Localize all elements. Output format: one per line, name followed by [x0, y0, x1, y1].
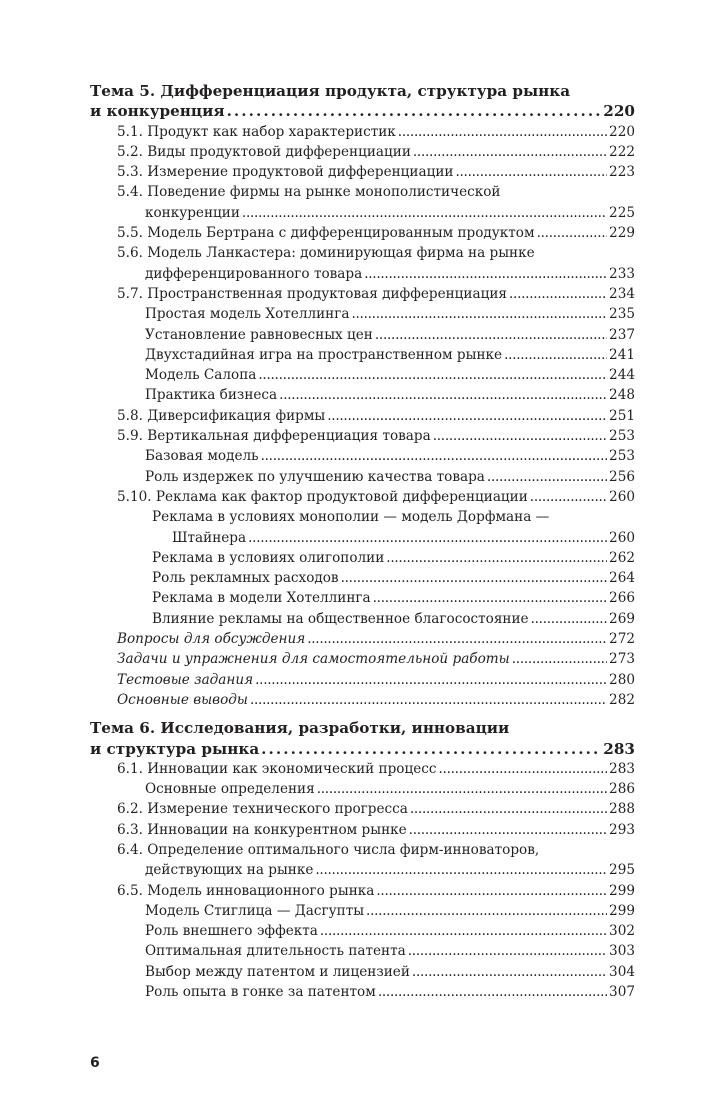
entry-line [90, 629, 635, 649]
entry-title: 5.5. Модель Бертрана с дифференцированным продуктом [117, 225, 535, 242]
entry-title: Основные выводы [117, 691, 248, 708]
entry-page: 304 [609, 963, 635, 980]
entry-title: Роль внешнего эффекта [145, 923, 318, 940]
entry-line [90, 101, 635, 121]
entry-page: 266 [609, 590, 635, 607]
entry-title: 6.1. Инновации как экономический процесс [117, 760, 437, 777]
entry-line [90, 203, 635, 223]
entry-page: 223 [609, 164, 635, 181]
toc-entry[interactable] [90, 799, 635, 819]
toc-entry[interactable] [90, 426, 635, 446]
entry-line [90, 881, 635, 901]
dot-leader [373, 588, 607, 608]
dot-leader [375, 325, 607, 345]
entry-line [90, 122, 635, 142]
toc-entry[interactable] [90, 921, 635, 941]
dot-leader [455, 162, 607, 182]
entry-page: 220 [609, 123, 635, 140]
entry-title: Базовая модель [145, 448, 259, 465]
entry-line [90, 921, 635, 941]
entry-line [90, 941, 635, 961]
entry-title: 5.9. Вертикальная дифференциация товара [117, 428, 431, 445]
toc-entry[interactable] [90, 122, 635, 142]
entry-page: 225 [609, 204, 635, 221]
entry-page: 251 [609, 407, 635, 424]
entry-page: 272 [609, 631, 635, 648]
entry-line [90, 982, 635, 1002]
dot-leader [433, 426, 607, 446]
toc-entry[interactable] [90, 941, 635, 961]
dot-leader [537, 223, 607, 243]
toc-entry[interactable] [90, 820, 635, 840]
entry-page: 302 [609, 923, 635, 940]
entry-title: Реклама в условиях монополии — модель Дорфмана — [152, 509, 550, 526]
entry-title: 5.2. Виды продуктовой дифференциации [117, 143, 411, 160]
entry-title: 6.5. Модель инновационного рынка [117, 882, 375, 899]
dot-leader [412, 962, 607, 982]
dot-leader [386, 548, 607, 568]
dot-leader [317, 779, 607, 799]
entry-title: 6.3. Инновации на конкурентном рынке [117, 821, 407, 838]
entry-page: 241 [609, 346, 635, 363]
entry-title: Роль издержек по улучшению качества товара [145, 468, 485, 485]
dot-leader [255, 670, 607, 690]
entry-line [90, 162, 635, 182]
entry-title: Модель Салопа [145, 367, 257, 384]
entry-title: 5.7. Пространственная продуктовая дифференциация [117, 285, 507, 302]
entry-title: действующих на рынке [145, 862, 314, 879]
entry-title: конкуренции [145, 204, 240, 221]
dot-leader [261, 739, 601, 759]
toc-entry[interactable] [90, 223, 635, 243]
entry-title: Вопросы для обсуждения [117, 631, 306, 648]
entry-page: 253 [609, 428, 635, 445]
toc-entry[interactable] [90, 243, 635, 284]
entry-line [90, 142, 635, 162]
entry-line [90, 901, 635, 921]
entry-page: 264 [609, 570, 635, 587]
page-number: 6 [90, 1055, 100, 1071]
toc-entry[interactable] [90, 609, 635, 629]
entry-line [90, 779, 635, 799]
entry-line [90, 759, 635, 779]
entry-line [90, 609, 635, 629]
toc-entry[interactable] [90, 182, 635, 223]
toc-entry[interactable] [90, 345, 635, 365]
dot-leader [504, 345, 607, 365]
toc-entry[interactable] [90, 629, 635, 649]
chapter-title: Тема 6. Исследования, разработки, инновации [90, 719, 510, 738]
entry-page: 237 [609, 326, 635, 343]
entry-line [90, 264, 635, 284]
chapter-page: 220 [603, 102, 635, 121]
dot-leader [279, 385, 607, 405]
toc-entry[interactable] [90, 162, 635, 182]
toc-entry[interactable] [90, 284, 635, 304]
entry-page: 283 [609, 760, 635, 777]
entry-page: 235 [609, 306, 635, 323]
dot-leader [512, 649, 607, 669]
entry-page: 260 [609, 488, 635, 505]
entry-title: Влияние рекламы на общественное благосостояние [152, 610, 529, 627]
entry-title: Реклама в условиях олигополии [152, 549, 385, 566]
entry-line [90, 365, 635, 385]
entry-line [90, 81, 635, 101]
toc-section [90, 718, 635, 1002]
entry-line [90, 690, 635, 710]
entry-line [90, 243, 635, 263]
entry-line [90, 325, 635, 345]
entry-title: 5.8. Диверсификация фирмы [117, 407, 326, 424]
entry-line [90, 718, 635, 738]
dot-leader [439, 759, 608, 779]
toc-entry[interactable] [90, 487, 635, 507]
toc-entry[interactable] [90, 325, 635, 345]
entry-line [90, 820, 635, 840]
entry-title: Установление равновесных цен [145, 326, 373, 343]
toc-entry[interactable] [90, 365, 635, 385]
toc-entry[interactable] [90, 142, 635, 162]
entry-line [90, 548, 635, 568]
entry-page: 303 [609, 943, 635, 960]
entry-line [90, 385, 635, 405]
table-of-contents [90, 81, 635, 1010]
entry-line [90, 345, 635, 365]
toc-entry[interactable] [90, 467, 635, 487]
dot-leader [341, 568, 607, 588]
toc-entry[interactable] [90, 779, 635, 799]
dot-leader [242, 203, 607, 223]
entry-page: 282 [609, 691, 635, 708]
entry-title: Выбор между патентом и лицензией [145, 963, 410, 980]
dot-leader [408, 941, 607, 961]
toc-entry[interactable] [90, 881, 635, 901]
entry-title: 5.3. Измерение продуктовой дифференциации [117, 164, 454, 181]
entry-line [90, 670, 635, 690]
dot-leader [327, 406, 607, 426]
entry-page: 307 [609, 984, 635, 1001]
entry-line [90, 446, 635, 466]
entry-page: 234 [609, 285, 635, 302]
dot-leader [409, 820, 607, 840]
entry-line [90, 588, 635, 608]
dot-leader [250, 690, 607, 710]
entry-line [90, 739, 635, 759]
dot-leader [366, 901, 607, 921]
entry-page: 273 [609, 651, 635, 668]
entry-line [90, 284, 635, 304]
entry-line [90, 406, 635, 426]
entry-line [90, 467, 635, 487]
chapter-title: и конкуренция [90, 102, 225, 121]
entry-line [90, 799, 635, 819]
entry-title: Двухстадийная игра на пространственном рынке [145, 346, 503, 363]
entry-title: 5.10. Реклама как фактор продуктовой дифференциации [117, 488, 528, 505]
toc-entry[interactable] [90, 670, 635, 690]
entry-title: Роль рекламных расходов [152, 570, 339, 587]
entry-line [90, 649, 635, 669]
chapter-title: и структура рынка [90, 739, 260, 758]
dot-leader [364, 264, 607, 284]
entry-page: 286 [609, 781, 635, 798]
entry-line [90, 528, 635, 548]
dot-leader [413, 142, 607, 162]
entry-page: 260 [609, 529, 635, 546]
toc-entry[interactable] [90, 759, 635, 779]
toc-entry[interactable] [90, 304, 635, 324]
dot-leader [487, 467, 607, 487]
entry-title: 5.4. Поведение фирмы на рынке монополистической [117, 184, 501, 201]
entry-line [90, 304, 635, 324]
chapter-page: 283 [603, 739, 635, 758]
entry-line [90, 840, 635, 860]
dot-leader [320, 921, 607, 941]
entry-title: дифференцированного товара [145, 265, 363, 282]
toc-section [90, 81, 635, 710]
chapter-title: Тема 5. Дифференциация продукта, структура рынка [90, 82, 571, 100]
entry-page: 293 [609, 821, 635, 838]
toc-entry[interactable] [90, 446, 635, 466]
toc-entry[interactable] [90, 406, 635, 426]
dot-leader [531, 609, 607, 629]
entry-page: 248 [609, 387, 635, 404]
entry-line [90, 426, 635, 446]
entry-page: 253 [609, 448, 635, 465]
entry-page: 299 [609, 882, 635, 899]
toc-entry[interactable] [90, 962, 635, 982]
dot-leader [530, 487, 607, 507]
entry-title: 6.2. Измерение технического прогресса [117, 801, 408, 818]
dot-leader [398, 122, 607, 142]
toc-entry[interactable] [90, 840, 635, 881]
entry-page: 229 [609, 225, 635, 242]
entry-title: Тестовые задания [117, 671, 254, 688]
dot-leader [509, 284, 607, 304]
entry-page: 288 [609, 801, 635, 818]
entry-page: 262 [609, 549, 635, 566]
entry-title: 5.6. Модель Ланкастера: доминирующая фирма на рынке [117, 245, 535, 262]
toc-entry[interactable] [90, 385, 635, 405]
entry-title: Модель Стиглица — Дасгупты [145, 902, 365, 919]
toc-entry[interactable] [90, 982, 635, 1002]
entry-page: 222 [609, 143, 635, 160]
toc-entry[interactable] [90, 901, 635, 921]
entry-line [90, 487, 635, 507]
dot-leader [315, 860, 607, 880]
entry-page: 269 [609, 610, 635, 627]
toc-entry[interactable] [90, 548, 635, 568]
entry-page: 233 [609, 265, 635, 282]
dot-leader [258, 365, 607, 385]
entry-title: 5.1. Продукт как набор характеристик [117, 123, 396, 140]
dot-leader [410, 799, 607, 819]
entry-title: Реклама в модели Хотеллинга [152, 590, 371, 607]
entry-line [90, 507, 635, 527]
entry-title: Штайнера [172, 529, 247, 546]
entry-line [90, 182, 635, 202]
dot-leader [351, 304, 607, 324]
entry-title: Роль опыта в гонке за патентом [145, 984, 376, 1001]
dot-leader [261, 446, 607, 466]
toc-entry[interactable] [90, 690, 635, 710]
entry-line [90, 223, 635, 243]
entry-page: 280 [609, 671, 635, 688]
toc-entry[interactable] [90, 649, 635, 669]
entry-page: 295 [609, 862, 635, 879]
entry-line [90, 962, 635, 982]
entry-page: 256 [609, 468, 635, 485]
entry-title: Оптимальная длительность патента [145, 943, 406, 960]
entry-line [90, 568, 635, 588]
toc-entry[interactable] [90, 568, 635, 588]
toc-entry[interactable] [90, 588, 635, 608]
dot-leader [307, 629, 607, 649]
toc-entry[interactable] [90, 507, 635, 548]
chapter-heading[interactable] [90, 718, 635, 759]
dot-leader [227, 101, 602, 121]
entry-title: 6.4. Определение оптимального числа фирм-инноваторов, [117, 841, 540, 858]
entry-line [90, 860, 635, 880]
entry-title: Практика бизнеса [145, 387, 278, 404]
entry-page: 244 [609, 367, 635, 384]
dot-leader [378, 982, 607, 1002]
entry-title: Простая модель Хотеллинга [145, 306, 350, 323]
entry-title: Основные определения [145, 781, 315, 798]
entry-page: 299 [609, 902, 635, 919]
chapter-heading[interactable] [90, 81, 635, 122]
dot-leader [376, 881, 607, 901]
entry-title: Задачи и упражнения для самостоятельной работы [117, 651, 510, 668]
dot-leader [248, 528, 607, 548]
